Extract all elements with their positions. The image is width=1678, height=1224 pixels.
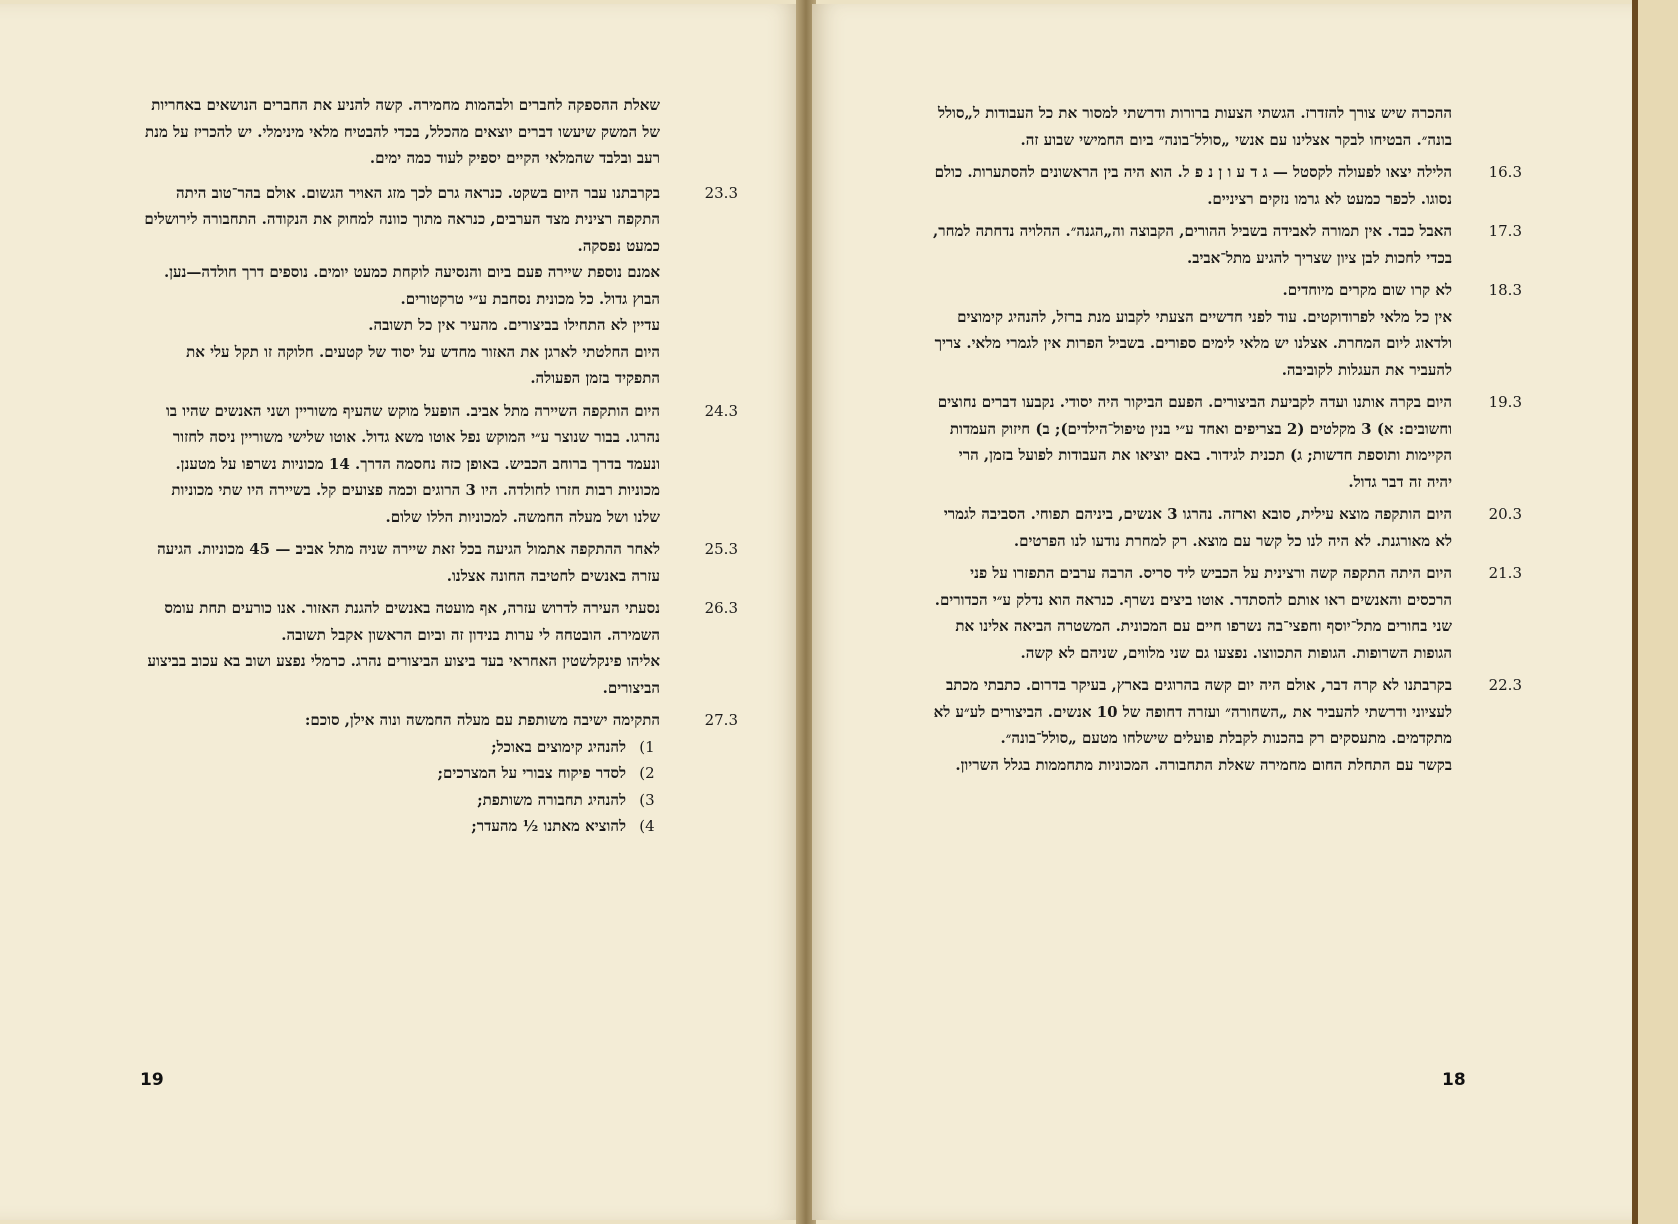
left-page-text bbox=[140, 92, 738, 846]
entry-paragraph: נסעתי העירה לדרוש עזרה, אף מועטה באנשים להגנת האזור. אנו כורעים תחת עומס השמירה. הובטחה לי ערות בנידון זה וביום הראשון אקבל תשובה. bbox=[164, 599, 660, 644]
entry-paragraph: הלילה יצאו לפעולה לקסטל — ג ד ע ו ן נ פ ל. הוא היה בין הראשונים להסתערות. כולם נסוגו. לכפר כמעט לא גרמו נזקים רציניים. bbox=[934, 163, 1452, 208]
entry-paragraph: בקרבתנו לא קרה דבר, אולם היה יום קשה בהרוגים בארץ, בעיקר בדרום. כתבתי מכתב לעציוני ודרשתי להעביר את „השחורה״ ועזרה דחופה של 10 אנשים. הביצורים לע״ע לא מתקדמים. מתעסקים רק בהכנות לקבלת פועלים שישלחו מטעם „סולל־בונה״. bbox=[933, 676, 1452, 747]
intro-paragraph: שאלת ההספקה לחברים ולבהמות מחמירה. קשה להניע את החברים הנושאים באחריות של המשק שיעשו דברים יוצאים מהכלל, בכדי להבטיח מלאי מינימלי. יש להכריז על מנת רעב ובלבד שהמלאי הקיים יספיק לעוד כמה ימים. bbox=[144, 96, 660, 167]
entry-date: 23.3 bbox=[704, 183, 738, 202]
list-item-text: להנהיג קימוצים באוכל; bbox=[491, 737, 626, 756]
list-item-number: 1) bbox=[639, 737, 655, 756]
entry-date: 21.3 bbox=[1488, 564, 1522, 582]
entry-date: 20.3 bbox=[1488, 505, 1522, 523]
list-item-text: להנהיג תחבורה משותפת; bbox=[477, 790, 626, 809]
page-number: 18 bbox=[1442, 1070, 1466, 1090]
entry-paragraph: לא קרו שום מקרים מיוחדים. bbox=[1282, 281, 1452, 299]
list-item-number: 4) bbox=[639, 817, 655, 835]
entry-date: 22.3 bbox=[1488, 676, 1522, 694]
diary-entry bbox=[932, 389, 1522, 495]
diary-entry bbox=[140, 707, 738, 840]
entry-date: 17.3 bbox=[1488, 222, 1522, 240]
list-item bbox=[140, 813, 660, 840]
page-right bbox=[812, 4, 1632, 1220]
diary-entry bbox=[140, 398, 738, 531]
entry-paragraph: אין כל מלאי לפרודוקטים. עוד לפני חדשיים הצעתי לקבוע מנת ברזל, להנהיג קימוצים ולדאוג ליום המחרת. אצלנו יש מלאי לימים ספורים. בשביל הפרות אין לגמרי מלאי. צריך להעביר את העגלות לקוביבה. bbox=[934, 307, 1452, 379]
entry-paragraph: היום היתה התקפה קשה ורצינית על הכביש ליד סריס. הרבה ערבים התפזרו על פני הרכסים והאנשים ראו אותם להסתדר. אוטו ביצים נשרף. כנראה הוא נדלק ע״י הכדורים. שני בחורים מתל־יוסף וחפצי־בה נשרפו חיים עם המכונית. המשטרה הביאה אלינו את הגופות השרופות. הגופות התכווצו. נפצעו גם שני מלווים, שניהם לא קשה. bbox=[934, 564, 1452, 662]
list-item-text: להוציא מאתנו ½ מהעדר; bbox=[471, 817, 626, 835]
list-item bbox=[140, 734, 660, 761]
entry-date: 24.3 bbox=[704, 401, 738, 420]
entry-paragraph: אליהו פינקלשטין האחראי בעד ביצוע הביצורים נהרג. כרמלי נפצע ושוב בא עכוב בביצוע הביצורים. bbox=[147, 652, 660, 697]
entry-paragraph: בקשר עם התחלת החום מחמירה שאלת התחבורה. המכוניות מתחממות בגלל השריון. bbox=[955, 755, 1452, 774]
entry-paragraph: היום בקרה אותנו ועדה לקביעת הביצורים. הפעם הביקור היה יסודי. נקבעו דברים נחוצים וחשובים: א) 3 מקלטים (2 בצריפים ואחד ע״י בנין טיפול־הילדים); ב) חיזוק העמדות הקיימות ותוספת חדשות; ג) תכנית לגידור. באם יוציאו את העבודות לפועל בזמן, הרי יהיה זה דבר גדול. bbox=[937, 393, 1452, 491]
list-item-number: 3) bbox=[639, 790, 655, 809]
diary-entry bbox=[932, 672, 1522, 778]
diary-entry bbox=[140, 595, 738, 701]
entry-paragraph: האבל כבד. אין תמורה לאבידה בשביל ההורים, הקבוצה וה„הגנה״. ההלויה נדחתה למחר, בכדי לחכות לבן ציון שצריך להגיע מתל־אביב. bbox=[933, 222, 1452, 267]
entry-paragraph: לאחר ההתקפה אתמול הגיעה בכל זאת שיירה שניה מתל אביב — 45 מכוניות. הגיעה עזרה באנשים לחטיבה החונה אצלנו. bbox=[157, 540, 660, 585]
diary-entry bbox=[932, 501, 1522, 554]
diary-entry bbox=[932, 277, 1522, 383]
diary-entry bbox=[932, 560, 1522, 666]
diary-entry bbox=[140, 180, 738, 392]
page-edge bbox=[1632, 0, 1678, 1224]
list-item-text: לסדר פיקוח צבורי על המצרכים; bbox=[437, 764, 626, 782]
page-number: 19 bbox=[140, 1070, 164, 1090]
entry-date: 19.3 bbox=[1488, 393, 1522, 411]
list-item bbox=[140, 787, 660, 814]
page-left bbox=[0, 4, 800, 1220]
entry-date: 27.3 bbox=[704, 711, 738, 729]
entry-paragraph: היום הותקפה מוצא עילית, סובא וארזה. נהרגו 3 אנשים, ביניהם תפוחי. הסביבה לגמרי לא מאורגנת. לא היה לנו כל קשר עם מוצא. רק למחרת נודעו לנו הפרטים. bbox=[943, 505, 1452, 550]
intro-paragraph: ההכרה שיש צורך להזדרז. הגשתי הצעות ברורות ודרשתי למסור את כל העבודות ל„סולל בונה״. הבטיחו לבקר אצלינו עם אנשי „סולל־בונה״ ביום החמישי שבוע זה. bbox=[937, 104, 1452, 149]
diary-entry bbox=[140, 536, 738, 589]
diary-entry bbox=[932, 159, 1522, 212]
entries-list bbox=[932, 159, 1522, 778]
entry-date: 16.3 bbox=[1488, 163, 1522, 181]
entry-paragraph: היום הותקפה השיירה מתל אביב. הופעל מוקש שהעיף משוריין ושני האנשים שהיו בו נהרגו. בבור שנוצר ע״י המוקש נפל אוטו משא גדול. אוטו שלישי משוריין ניסה לחזור ונעמד בדרך ברוחב הכביש. באופן כזה נחסמה הדרך. 14 מכוניות נשרפו על מטענן. מכוניות רבות חזרו לחולדה. היו 3 הרוגים וכמה פצועים קל. בשיירה היו שתי מכוניות שלנו ושל מעלה החמשה. למכוניות הללו שלום. bbox=[165, 401, 660, 526]
resolution-list bbox=[140, 734, 660, 840]
list-item-number: 2) bbox=[639, 764, 655, 782]
entry-date: 18.3 bbox=[1488, 281, 1522, 299]
entry-paragraph: התקימה ישיבה משותפת עם מעלה החמשה ונוה אילן, סוכם: bbox=[304, 711, 660, 729]
entries-list bbox=[140, 180, 738, 840]
diary-entry bbox=[932, 218, 1522, 271]
entry-date: 25.3 bbox=[704, 540, 738, 558]
entry-paragraph: בקרבתנו עבר היום בשקט. כנראה גרם לכך מזג האויר הגשום. אולם בהר־טוב היתה התקפה רצינית מצד הערבים, כנראה מתוך כוונה למחוק את הנקודה. התחבורה לירושלים כמעט נפסקה. bbox=[144, 183, 660, 255]
entry-paragraph: עדיין לא התחילו בביצורים. מהעיר אין כל תשובה. bbox=[368, 316, 660, 334]
right-page-text bbox=[932, 100, 1522, 784]
entry-date: 26.3 bbox=[704, 599, 738, 617]
entry-paragraph: היום החלטתי לארגן את האזור מחדש על יסוד של קטעים. חלוקה זו תקל עלי את התפקיד בזמן הפעולה. bbox=[186, 342, 660, 387]
entry-paragraph: אמנם נוספת שיירה פעם ביום והנסיעה לוקחת כמעט יומים. נוספים דרך חולדה—נען. הבוץ גדול. כל מכונית נסחבת ע״י טרקטורים. bbox=[163, 263, 660, 308]
list-item bbox=[140, 760, 660, 787]
